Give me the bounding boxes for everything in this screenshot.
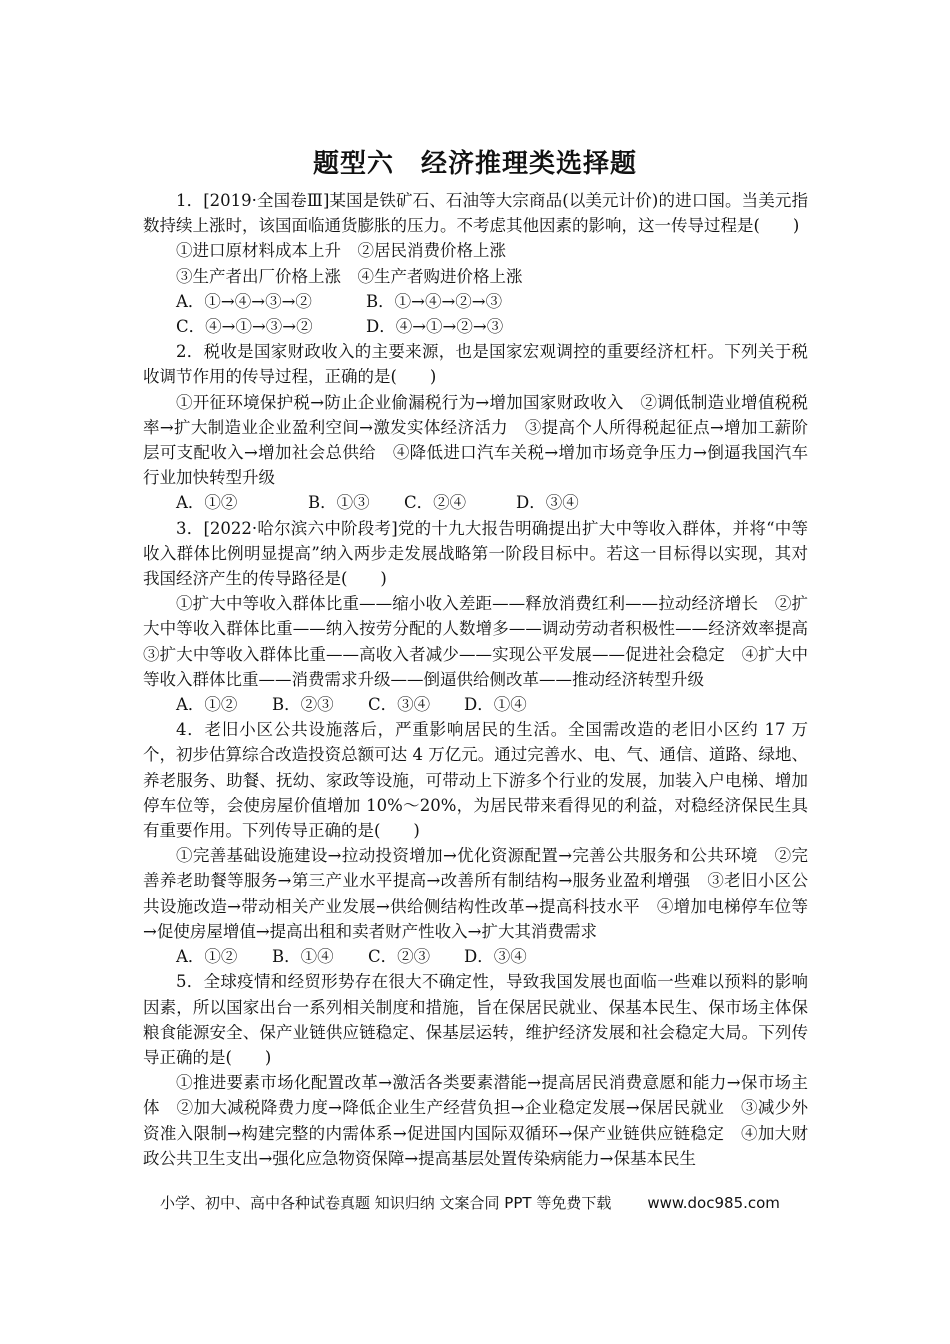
question-1-stem: 1．[2019·全国卷Ⅲ]某国是铁矿石、石油等大宗商品(以美元计价)的进口国。当美元指数持续上涨时，该国面临通货膨胀的压力。不考虑其他因素的影响，这一传导过程是( ): [143, 191, 808, 236]
question-2-options: [143, 490, 808, 515]
option-a[interactable]: A．①→④→③→②: [176, 291, 312, 311]
option-a[interactable]: A．①②: [176, 493, 238, 513]
option-d[interactable]: D．①④: [464, 695, 527, 715]
question-2: [143, 339, 808, 515]
question-5: [143, 969, 808, 1171]
option-d[interactable]: D．④→①→②→③: [366, 317, 504, 337]
question-4: [143, 717, 808, 969]
option-c[interactable]: C．②③: [368, 947, 431, 967]
question-4-options: [143, 944, 808, 969]
option-c[interactable]: C．④→①→③→②: [176, 317, 313, 337]
question-4-items: ①完善基础设施建设→拉动投资增加→优化资源配置→完善公共服务和公共环境 ②完善养老助餐等服务→第三产业水平提高→改善所有制结构→服务业盈利增强 ③老旧小区公共设施改造→带动相关产业发展→供给侧结构性改革→提高科技水平 ④增加电梯停车位等→促使房屋增值→提高出租和卖者财产性收入→扩大其消费需求: [143, 846, 808, 941]
option-b[interactable]: B．①④: [272, 947, 334, 967]
question-2-stem: 2．税收是国家财政收入的主要来源，也是国家宏观调控的重要经济杠杆。下列关于税收调节作用的传导过程，正确的是( ): [143, 342, 808, 387]
question-3-options: [143, 692, 808, 717]
question-5-items: ①推进要素市场化配置改革→激活各类要素潜能→提高居民消费意愿和能力→保市场主体 ②加大减税降费力度→降低企业生产经营负担→企业稳定发展→保居民就业 ③减少外资准入限制→构建完整的内需体系→促进国内国际双循环→保产业链供应链稳定 ④加大财政公共卫生支出→强化应急物资保障→提高基层处置传染病能力→保基本民生: [143, 1073, 808, 1168]
option-b[interactable]: B．①③: [308, 493, 370, 513]
question-1-options-ab: [143, 289, 808, 314]
footer-link[interactable]: www.doc985.com: [647, 1194, 780, 1212]
question-4-stem: 4．老旧小区公共设施落后，严重影响居民的生活。全国需改造的老旧小区约 17 万个，初步估算综合改造投资总额可达 4 万亿元。通过完善水、电、气、通信、道路、绿地、养老服务、助餐、抚幼、家政等设施，可带动上下游多个行业的发展，加装入户电梯、增加停车位等，会使房屋价值增加 10%～20%，为居民带来看得见的利益，对稳经济保民生具有重要作用。下列传导正确的是( ): [143, 720, 808, 841]
option-b[interactable]: B．①→④→②→③: [366, 291, 503, 311]
question-1-items-line2: ③生产者出厂价格上涨 ④生产者购进价格上涨: [176, 266, 523, 286]
option-c[interactable]: C．③④: [368, 695, 431, 715]
question-2-items: ①开征环境保护税→防止企业偷漏税行为→增加国家财政收入 ②调低制造业增值税税率→扩大制造业企业盈利空间→激发实体经济活力 ③提高个人所得税起征点→增加工薪阶层可支配收入→增加社会总供给 ④降低进口汽车关税→增加市场竞争压力→倒逼我国汽车行业加快转型升级: [143, 392, 808, 488]
question-3-stem: 3．[2022·哈尔滨六中阶段考]党的十九大报告明确提出扩大中等收入群体，并将“中等收入群体比例明显提高”纳入两步走发展战略第一阶段目标中。若这一目标得以实现，其对我国经济产生的传导路径是( ): [143, 518, 808, 589]
question-1: [143, 188, 808, 339]
option-b[interactable]: B．②③: [272, 695, 334, 715]
question-list: [143, 188, 825, 1171]
question-1-items-line1: ①进口原材料成本上升 ②居民消费价格上涨: [176, 241, 506, 261]
question-1-options-cd: [143, 314, 808, 339]
footer-banner: [160, 1192, 860, 1213]
option-a[interactable]: A．①②: [176, 695, 238, 715]
question-3-items: ①扩大中等收入群体比重——缩小收入差距——释放消费红利——拉动经济增长 ②扩大中等收入群体比重——纳入按劳分配的人数增多——调动劳动者积极性——经济效率提高 ③扩大中等收入群体比重——高收入者减少——实现公平发展——促进社会稳定 ④扩大中等收入群体比重——消费需求升级——倒逼供给侧改革——推动经济转型升级: [143, 594, 825, 689]
option-a[interactable]: A．①②: [176, 947, 238, 967]
question-5-stem: 5．全球疫情和经贸形势存在很大不确定性，导致我国发展也面临一些难以预料的影响因素，所以国家出台一系列相关制度和措施，旨在保居民就业、保基本民生、保市场主体保粮食能源安全、保产业链供应链稳定、保基层运转，维护经济发展和社会稳定大局。下列传导正确的是( ): [143, 972, 808, 1067]
option-d[interactable]: D．③④: [516, 493, 579, 513]
question-3: [143, 516, 825, 718]
page-title: 题型六 经济推理类选择题: [312, 149, 637, 179]
option-d[interactable]: D．③④: [464, 947, 527, 967]
footer-text: 小学、初中、高中各种试卷真题 知识归纳 文案合同 PPT 等免费下载: [160, 1194, 612, 1212]
option-c[interactable]: C．②④: [404, 493, 467, 513]
